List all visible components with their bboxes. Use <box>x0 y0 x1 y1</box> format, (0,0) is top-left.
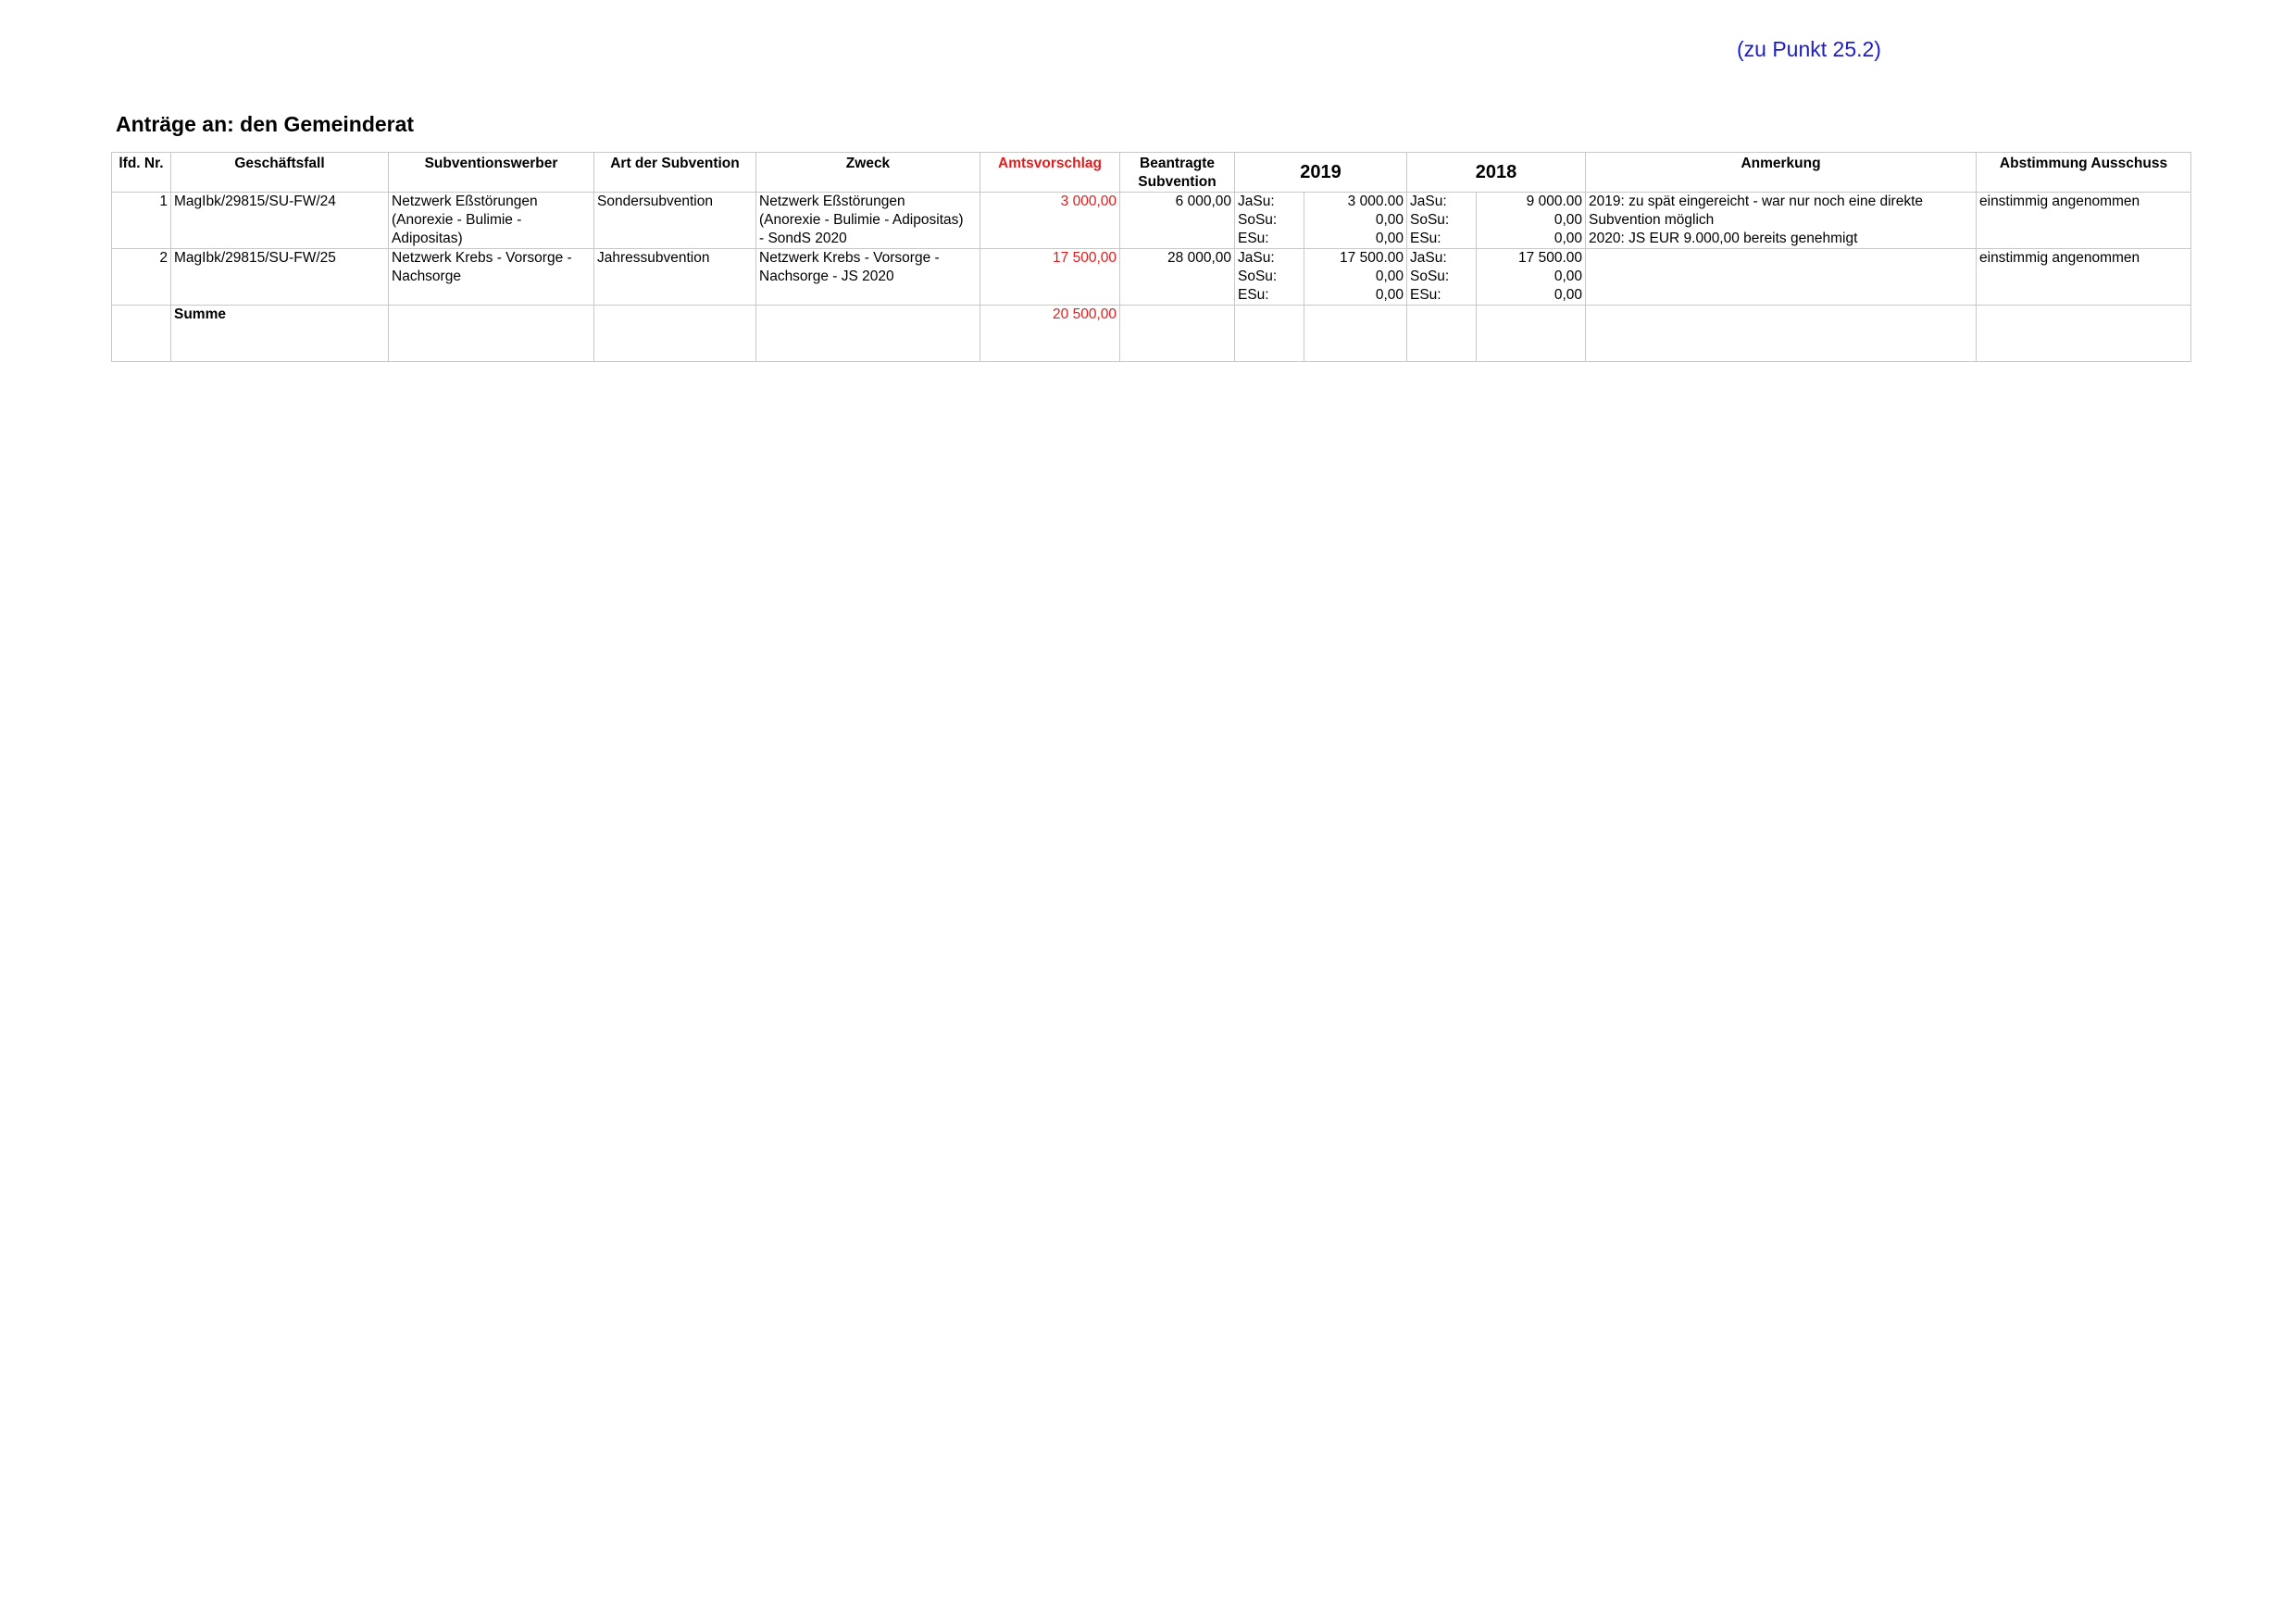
type-label: ESu: <box>1238 287 1269 303</box>
summe-empty <box>594 306 756 362</box>
row-anmerkung <box>1586 249 1977 306</box>
col-amtsvorschlag: Amtsvorschlag <box>980 153 1120 193</box>
row-2018-values <box>1477 249 1586 306</box>
value-2019: 0,00 <box>1375 231 1404 246</box>
col-beantragte-subvention <box>1120 153 1235 193</box>
table-row <box>112 193 2191 249</box>
summe-amtsvorschlag: 20 500,00 <box>980 306 1120 362</box>
row-2019-labels <box>1235 193 1304 249</box>
value-2018: 17 500.00 <box>1518 250 1582 266</box>
col-geschaeftsfall: Geschäftsfall <box>171 153 389 193</box>
werber-line: Netzwerk Eßstörungen <box>392 194 538 209</box>
summe-empty <box>112 306 171 362</box>
summe-empty <box>1407 306 1477 362</box>
value-2019: 0,00 <box>1375 287 1404 303</box>
type-label: SoSu: <box>1410 212 1450 228</box>
value-2018: 9 000.00 <box>1526 194 1582 209</box>
summe-empty <box>1120 306 1235 362</box>
row-nr: 2 <box>112 249 171 306</box>
row-anmerkung <box>1586 193 1977 249</box>
col-year-2018: 2018 <box>1407 153 1586 193</box>
col-anmerkung: Anmerkung <box>1586 153 1977 193</box>
row-art: Jahressubvention <box>594 249 756 306</box>
summe-empty <box>1235 306 1304 362</box>
row-2019-labels <box>1235 249 1304 306</box>
type-label: ESu: <box>1410 231 1441 246</box>
summe-empty <box>1304 306 1407 362</box>
row-zweck <box>756 193 980 249</box>
value-2019: 0,00 <box>1375 269 1404 284</box>
type-label: JaSu: <box>1410 194 1447 209</box>
werber-line: Netzwerk Krebs - Vorsorge - <box>392 250 572 266</box>
col-beantragte-line2: Subvention <box>1138 174 1217 190</box>
value-2019: 17 500.00 <box>1340 250 1404 266</box>
summe-empty <box>1586 306 1977 362</box>
col-beantragte-line1: Beantragte <box>1140 156 1215 171</box>
col-art: Art der Subvention <box>594 153 756 193</box>
value-2019: 3 000.00 <box>1347 194 1404 209</box>
summe-empty <box>1977 306 2191 362</box>
agenda-reference: (zu Punkt 25.2) <box>1737 37 1881 61</box>
row-art: Sondersubvention <box>594 193 756 249</box>
row-abstimmung: einstimmig angenommen <box>1977 193 2191 249</box>
row-abstimmung: einstimmig angenommen <box>1977 249 2191 306</box>
page-heading: Anträge an: den Gemeinderat <box>116 112 415 136</box>
row-nr: 1 <box>112 193 171 249</box>
row-amtsvorschlag: 3 000,00 <box>980 193 1120 249</box>
summe-row <box>112 306 2191 362</box>
value-2018: 0,00 <box>1554 287 1582 303</box>
type-label: ESu: <box>1238 231 1269 246</box>
col-zweck: Zweck <box>756 153 980 193</box>
row-2018-labels <box>1407 249 1477 306</box>
zweck-line: Netzwerk Krebs - Vorsorge - <box>759 250 940 266</box>
row-amtsvorschlag: 17 500,00 <box>980 249 1120 306</box>
row-subventionswerber <box>389 249 594 306</box>
value-2018: 0,00 <box>1554 269 1582 284</box>
anmerkung-line: 2019: zu spät eingereicht - war nur noch eine direkte <box>1589 194 1924 209</box>
col-subventionswerber: Subventionswerber <box>389 153 594 193</box>
summe-empty <box>1477 306 1586 362</box>
anmerkung-line: 2020: JS EUR 9.000,00 bereits genehmigt <box>1589 231 1858 246</box>
type-label: JaSu: <box>1238 250 1275 266</box>
col-abstimmung: Abstimmung Ausschuss <box>1977 153 2191 193</box>
row-subventionswerber <box>389 193 594 249</box>
row-2018-labels <box>1407 193 1477 249</box>
type-label: SoSu: <box>1238 269 1278 284</box>
summe-empty <box>389 306 594 362</box>
table-row <box>112 249 2191 306</box>
row-geschaeftsfall: MagIbk/29815/SU-FW/25 <box>171 249 389 306</box>
value-2018: 0,00 <box>1554 212 1582 228</box>
anmerkung-line: Subvention möglich <box>1589 212 1715 228</box>
type-label: SoSu: <box>1410 269 1450 284</box>
zweck-line: Netzwerk Eßstörungen <box>759 194 905 209</box>
type-label: SoSu: <box>1238 212 1278 228</box>
zweck-line: Nachsorge - JS 2020 <box>759 269 894 284</box>
row-beantragt: 28 000,00 <box>1120 249 1235 306</box>
row-zweck <box>756 249 980 306</box>
summe-label: Summe <box>171 306 389 362</box>
row-2019-values <box>1304 193 1407 249</box>
zweck-line: (Anorexie - Bulimie - Adipositas) <box>759 212 964 228</box>
summe-empty <box>756 306 980 362</box>
row-beantragt: 6 000,00 <box>1120 193 1235 249</box>
werber-line: Adipositas) <box>392 231 463 246</box>
subsidy-table <box>111 152 2191 362</box>
row-2018-values <box>1477 193 1586 249</box>
header-row <box>112 153 2191 193</box>
col-nr: lfd. Nr. <box>112 153 171 193</box>
type-label: JaSu: <box>1410 250 1447 266</box>
col-year-2019: 2019 <box>1235 153 1407 193</box>
value-2018: 0,00 <box>1554 231 1582 246</box>
werber-line: Nachsorge <box>392 269 461 284</box>
value-2019: 0,00 <box>1375 212 1404 228</box>
type-label: JaSu: <box>1238 194 1275 209</box>
row-geschaeftsfall: MagIbk/29815/SU-FW/24 <box>171 193 389 249</box>
type-label: ESu: <box>1410 287 1441 303</box>
row-2019-values <box>1304 249 1407 306</box>
zweck-line: - SondS 2020 <box>759 231 847 246</box>
werber-line: (Anorexie - Bulimie - <box>392 212 522 228</box>
